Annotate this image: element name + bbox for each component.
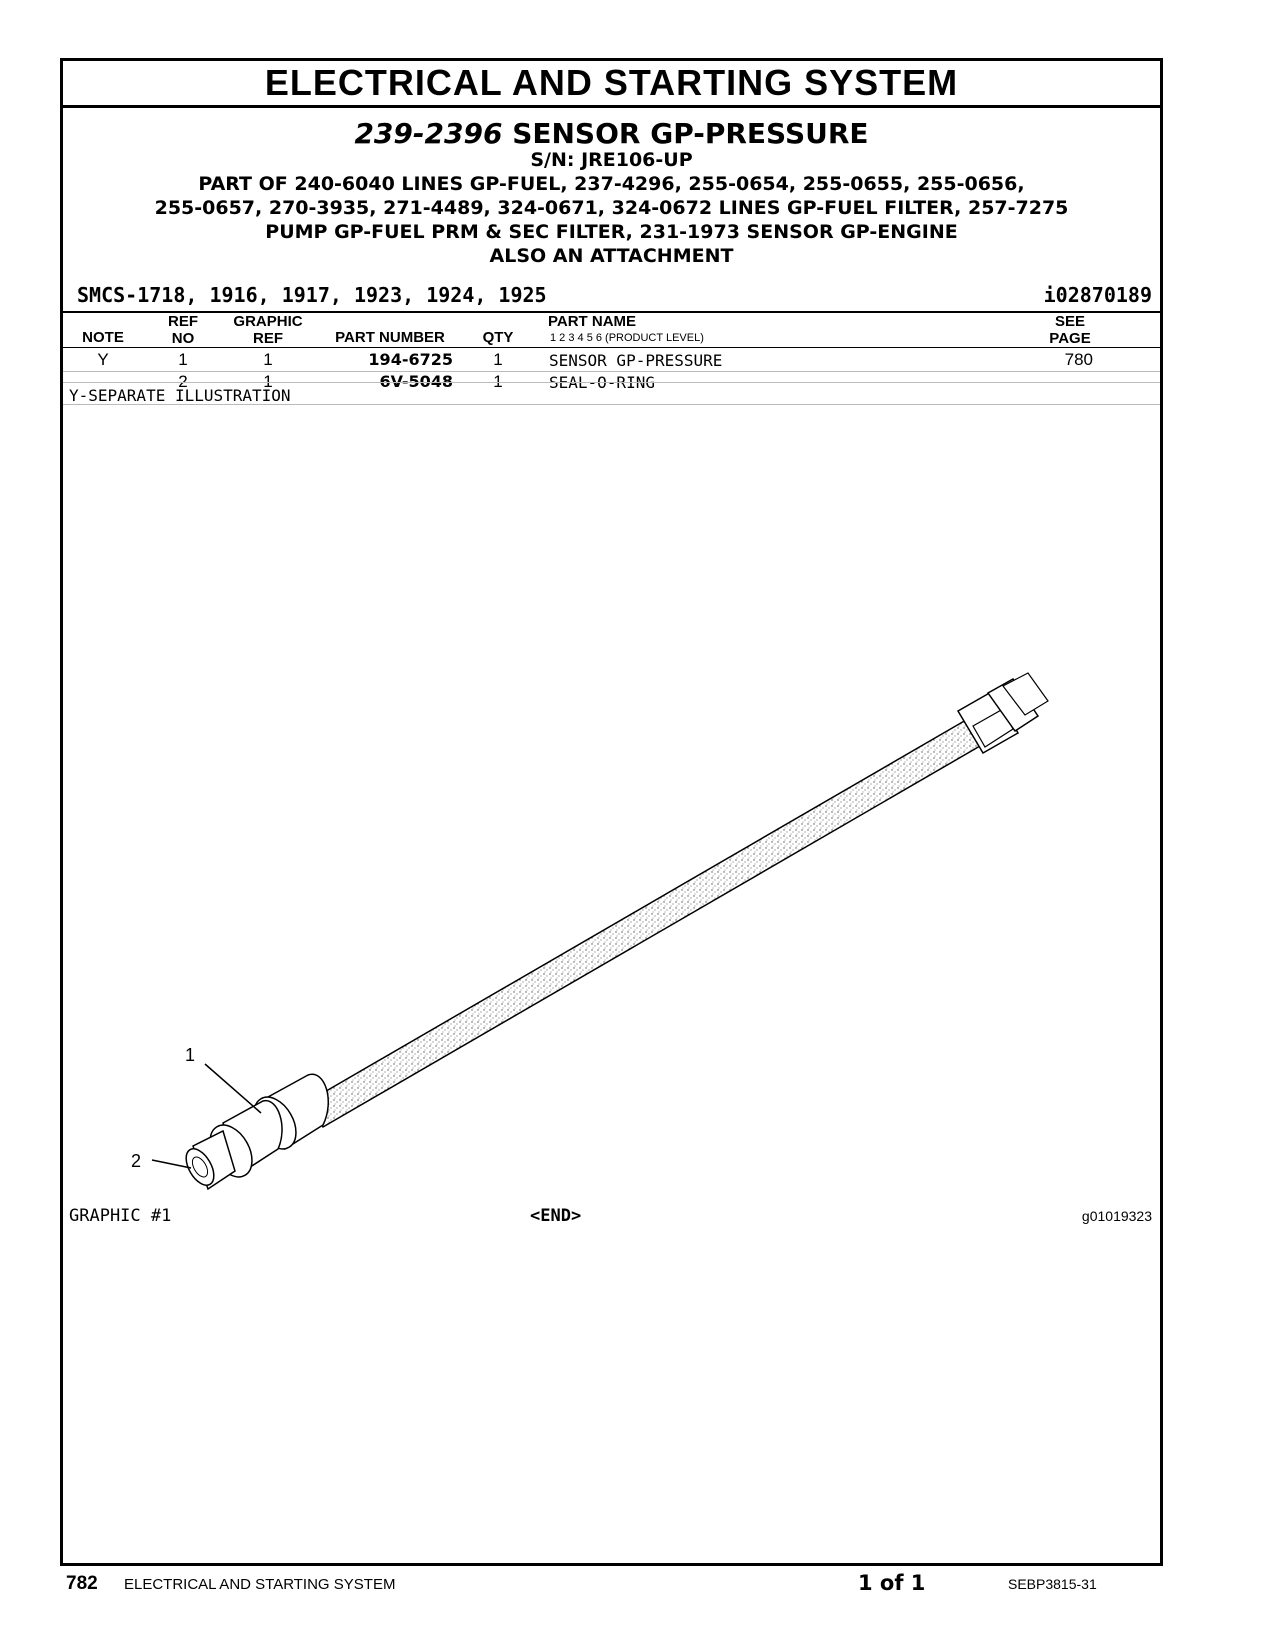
part-of-line: PUMP GP-FUEL PRM & SEC FILTER, 231-1973 SENSOR GP-ENGINE xyxy=(265,221,958,243)
col-part-number-header: PART NUMBER xyxy=(335,329,445,346)
footer-page-number: 782 xyxy=(66,1573,98,1594)
document-id: i02870189 xyxy=(1043,283,1152,307)
graphic-label: GRAPHIC #1 xyxy=(69,1206,172,1226)
callout-leader xyxy=(152,1160,191,1168)
header-line: REF xyxy=(168,313,198,330)
callout-label: 2 xyxy=(131,1151,142,1171)
hose-body xyxy=(309,720,980,1127)
smcs-codes: SMCS-1718, 1916, 1917, 1923, 1924, 1925 xyxy=(77,283,547,307)
sensor-body xyxy=(180,1074,328,1190)
footer-page-of: 1 of 1 xyxy=(858,1571,926,1595)
part-description-title: SENSOR GP-PRESSURE xyxy=(512,117,869,150)
row-qty: 1 xyxy=(493,372,503,391)
row-part-number: 194-6725 xyxy=(368,350,453,369)
note-legend: Y-SEPARATE ILLUSTRATION xyxy=(69,386,291,405)
product-level-label: 1 2 3 4 5 6 (PRODUCT LEVEL) xyxy=(550,332,704,344)
footer-section: ELECTRICAL AND STARTING SYSTEM xyxy=(124,1576,396,1593)
sensor-illustration xyxy=(63,61,1160,1561)
part-of-line: PART OF 240-6040 LINES GP-FUEL, 237-4296, 255-0654, 255-0655, 255-0656, xyxy=(198,173,1025,195)
part-of-line: ALSO AN ATTACHMENT xyxy=(489,245,734,267)
row-ref-no: 1 xyxy=(178,350,188,369)
section-title: ELECTRICAL AND STARTING SYSTEM xyxy=(63,61,1160,108)
part-of-line: 255-0657, 270-3935, 271-4489, 324-0671, 324-0672 LINES GP-FUEL FILTER, 257-7275 xyxy=(154,197,1069,219)
row-graphic-ref: 1 xyxy=(263,372,273,391)
callout-leader xyxy=(205,1064,261,1113)
header-line: REF xyxy=(253,330,283,347)
graphic-id: g01019323 xyxy=(1081,1208,1152,1224)
col-qty-header: QTY xyxy=(482,329,514,346)
row-note: Y xyxy=(97,350,109,369)
footer-doc-code: SEBP3815-31 xyxy=(1008,1576,1097,1592)
page-frame xyxy=(60,58,1163,1566)
row-ref-no: 2 xyxy=(178,372,188,391)
header-line: GRAPHIC xyxy=(233,313,303,330)
row-see-page: 780 xyxy=(1064,350,1093,369)
row-part-number: 6V-5048 xyxy=(379,372,453,391)
header-line: NO xyxy=(171,330,195,347)
row-part-name: SEAL-O-RING xyxy=(549,373,655,392)
row-qty: 1 xyxy=(493,350,503,369)
row-graphic-ref: 1 xyxy=(263,350,273,369)
header-line: PAGE xyxy=(1049,330,1091,347)
col-part-name-header: PART NAME xyxy=(548,313,637,330)
callout-label: 1 xyxy=(185,1045,196,1065)
header-line: SEE xyxy=(1054,313,1085,330)
part-number-title: 239-2396 xyxy=(354,117,503,150)
row-part-name: SENSOR GP-PRESSURE xyxy=(549,351,723,370)
end-marker: <END> xyxy=(530,1206,582,1226)
col-note-header: NOTE xyxy=(82,329,124,346)
serial-number: S/N: JRE106-UP xyxy=(530,149,693,171)
